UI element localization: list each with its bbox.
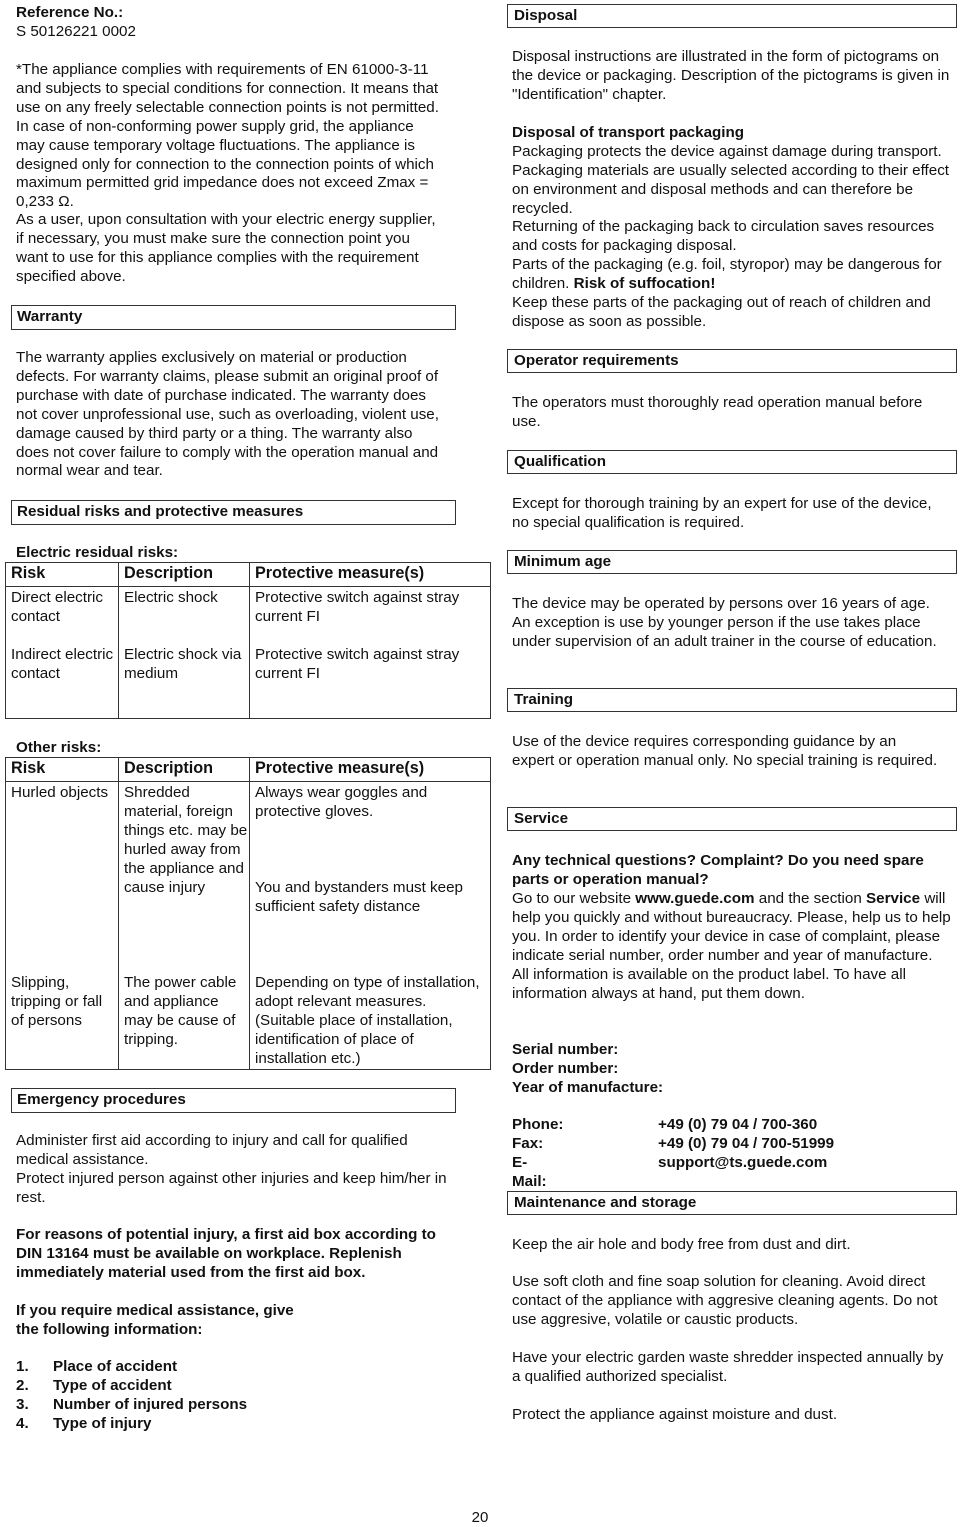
emergency-protect-text: Protect injured person against other injuries and keep him/her in rest. bbox=[16, 1170, 447, 1206]
section-title-training: Training bbox=[507, 688, 957, 712]
header-protective-measures: Protective measure(s) bbox=[255, 759, 425, 777]
operator-text: The operators must thoroughly read operation manual before use. bbox=[512, 394, 923, 430]
list-item: 1. Place of accident bbox=[16, 1358, 178, 1375]
maintenance-text-moisture: Protect the appliance against moisture and dust. bbox=[512, 1406, 838, 1423]
intro-paragraph-user: As a user, upon consultation with your electric energy supplier, if necessary, you must make sure the connection point you want to use for this appliance complies with the requirement specified above. bbox=[16, 211, 436, 285]
section-title-emergency: Emergency procedures bbox=[11, 1088, 456, 1113]
electric-risks-heading: Electric residual risks: bbox=[16, 544, 179, 561]
section-title-residual-risks: Residual risks and protective measures bbox=[11, 500, 456, 525]
warranty-text: The warranty applies exclusively on material or production defects. For warranty claims, please submit an original proof of purchase with date of purchase indicated. The warranty does not cover unprofessional use, such as overloading, violent use, damage caused by third party or a thing. The warranty also does not cover failure to comply with the operation manual and normal wear and tear. bbox=[16, 349, 439, 480]
other-risks-table bbox=[5, 757, 491, 1070]
table-header-row bbox=[6, 564, 490, 586]
transport-packaging-text: Packaging protects the device against damage during transport. Packaging materials are usually selected according to their effect on environment and disposal methods and can therefore be recycled. bbox=[512, 143, 950, 217]
suffocation-warning: Risk of suffocation! bbox=[573, 274, 716, 292]
electric-risks-table bbox=[5, 562, 491, 719]
header-protective-measures: Protective measure(s) bbox=[255, 564, 425, 582]
section-title-minimum-age: Minimum age bbox=[507, 550, 957, 574]
first-aid-box-notice: For reasons of potential injury, a first aid box according to DIN 13164 must be available on workplace. Replenish immediately material used from the first aid box. bbox=[16, 1226, 436, 1281]
training-text: Use of the device requires corresponding guidance by an expert or operation manual only. No special training is required. bbox=[512, 733, 938, 769]
order-number-label: Order number: bbox=[512, 1060, 619, 1077]
packaging-keep-away-text: Keep these parts of the packaging out of reach of children and dispose as soon as possible. bbox=[512, 294, 931, 330]
other-risks-heading: Other risks: bbox=[16, 739, 102, 756]
packaging-danger-text: Parts of the packaging (e.g. foil, styropor) may be dangerous for children. Risk of suffocation! bbox=[512, 256, 942, 292]
header-risk: Risk bbox=[11, 564, 46, 582]
section-title-service: Service bbox=[507, 807, 957, 831]
list-item: 3. Number of injured persons bbox=[16, 1396, 248, 1413]
disposal-text: Disposal instructions are illustrated in the form of pictograms on the device or packaging. Description of the pictograms is given in "Identification" chapter. bbox=[512, 48, 950, 103]
risk-cell: Hurled objects bbox=[11, 784, 109, 801]
list-item: 4. Type of injury bbox=[16, 1415, 152, 1432]
recycling-text: Returning of the packaging back to circulation saves resources and costs for packaging disposal. bbox=[512, 218, 935, 254]
maintenance-text-inspection: Have your electric garden waste shredder inspected annually by a qualified authorized specialist. bbox=[512, 1349, 944, 1385]
year-of-manufacture-label: Year of manufacture: bbox=[512, 1079, 664, 1096]
header-risk: Risk bbox=[11, 759, 46, 777]
section-title-warranty: Warranty bbox=[11, 305, 456, 330]
risk-cell: Slipping, tripping or fall of persons bbox=[11, 974, 103, 1029]
description-cell: Shredded material, foreign things etc. may be hurled away from the appliance and cause injury bbox=[124, 784, 248, 896]
intro-paragraph: *The appliance complies with requirements of EN 61000-3-11 and subjects to special conditions for connection. It means that use on any freely selectable connection points is not permitted. In case of non-conforming power supply grid, the appliance may cause temporary voltage fluctuations. The appliance is designed only for connection to the connection points of which maximum permitted grid impedance does not exceed Zmax = 0,233 Ω. bbox=[16, 61, 439, 211]
minimum-age-text: The device may be operated by persons over 16 years of age. An exception is use by younger person if the use takes place under supervision of an adult trainer in the course of education. bbox=[512, 595, 937, 650]
qualification-text: Except for thorough training by an expert for use of the device, no special qualification is required. bbox=[512, 495, 932, 531]
measure-cell: Protective switch against stray current FI bbox=[255, 589, 460, 625]
service-questions: Any technical questions? Complaint? Do you need spare parts or operation manual? bbox=[512, 852, 924, 888]
section-title-operator-requirements: Operator requirements bbox=[507, 349, 957, 373]
description-cell: The power cable and appliance may be cause of tripping. bbox=[124, 974, 237, 1048]
description-cell: Electric shock via medium bbox=[124, 646, 242, 682]
maintenance-text-cleaning: Use soft cloth and fine soap solution for cleaning. Avoid direct contact of the appliance with aggresive cleaning agents. Do not use aggresive, volatile or caustic products. bbox=[512, 1273, 938, 1328]
reference-label: Reference No.: bbox=[16, 4, 124, 21]
risk-cell: Indirect electric contact bbox=[11, 646, 114, 682]
website-link[interactable]: www.guede.com bbox=[635, 890, 755, 907]
section-title-maintenance-storage: Maintenance and storage bbox=[507, 1191, 957, 1215]
email-link[interactable]: support@ts.guede.com bbox=[658, 1154, 828, 1171]
page-number: 20 bbox=[471, 1509, 489, 1526]
measure-cell: Always wear goggles and protective gloves. bbox=[255, 784, 428, 820]
header-description: Description bbox=[124, 564, 214, 582]
service-section-link[interactable]: Service bbox=[866, 890, 921, 907]
measure-cell: Depending on type of installation, adopt relevant measures. (Suitable place of installation, identification of place of installation etc.) bbox=[255, 974, 480, 1067]
section-title-qualification: Qualification bbox=[507, 450, 957, 474]
maintenance-text-dust: Keep the air hole and body free from dust and dirt. bbox=[512, 1236, 851, 1253]
description-cell: Electric shock bbox=[124, 589, 218, 606]
measure-cell: Protective switch against stray current FI bbox=[255, 646, 460, 682]
medical-assistance-notice: If you require medical assistance, give the following information: bbox=[16, 1302, 294, 1338]
measure-cell: You and bystanders must keep sufficient safety distance bbox=[255, 879, 463, 915]
list-item: 2. Type of accident bbox=[16, 1377, 172, 1394]
transport-packaging-heading: Disposal of transport packaging bbox=[512, 124, 745, 141]
service-text: Go to our website www.guede.com and the section Service will help you quickly and without bureaucracy. Please, help us to help you. In order to identify your device in case of complaint, please indicate serial number, order number and year of manufacture. All information is available on the product label. To have all information always at hand, put them down. bbox=[512, 890, 951, 1002]
table-header-row bbox=[6, 759, 490, 781]
risk-cell: Direct electric contact bbox=[11, 589, 103, 625]
emergency-first-aid-text: Administer first aid according to injury and call for qualified medical assistance. bbox=[16, 1132, 408, 1168]
serial-number-label: Serial number: bbox=[512, 1041, 619, 1058]
header-description: Description bbox=[124, 759, 214, 777]
reference-value: S 50126221 0002 bbox=[16, 23, 136, 40]
section-title-disposal: Disposal bbox=[507, 4, 957, 28]
